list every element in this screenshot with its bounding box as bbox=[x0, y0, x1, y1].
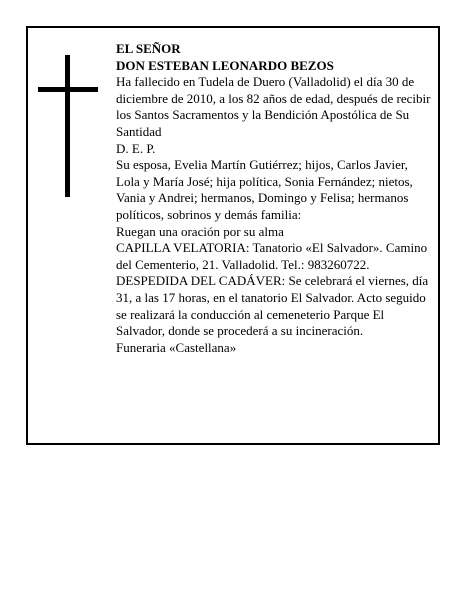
deceased-name: DON ESTEBAN LEONARDO BEZOS bbox=[116, 57, 334, 73]
chapel-info: CAPILLA VELATORIA: Tanatorio «El Salvador». Camino del Cementerio, 21. Valladolid. Tel.: 983260722. bbox=[116, 240, 428, 272]
family-list: Su esposa, Evelia Martín Gutiérrez; hijos, Carlos Javier, Lola y María José; hija política, Sonia Fernández; nietos, Vania y Andrei; hermanos, Domingo y Felisa; hermanos políticos, sobrinos y demás familia: bbox=[116, 157, 413, 222]
notice-text bbox=[116, 41, 434, 356]
farewell-info: DESPEDIDA DEL CADÁVER: Se celebrará el viernes, día 31, a las 17 horas, en el tanatorio El Salvador. Acto seguido se realizará la conducción al cemeneterio Parque El Salvador, donde se procederá a su incineración. bbox=[116, 273, 429, 339]
notice-title: EL SEÑOR bbox=[116, 41, 181, 56]
cross-horizontal-bar bbox=[38, 87, 98, 92]
cross-icon bbox=[38, 55, 98, 197]
death-announcement: Ha fallecido en Tudela de Duero (Valladolid) el día 30 de diciembre de 2010, a los 82 años de edad, después de recibir los Santos Sacramentos y la Bendición Apostólica de Su Santidad bbox=[116, 74, 431, 139]
funeral-home: Funeraria «Castellana» bbox=[116, 339, 237, 355]
obituary-notice bbox=[26, 26, 440, 445]
dep-line: D. E. P. bbox=[116, 140, 156, 156]
prayer-request: Ruegan una oración por su alma bbox=[116, 223, 284, 239]
cross-vertical-bar bbox=[65, 55, 70, 197]
